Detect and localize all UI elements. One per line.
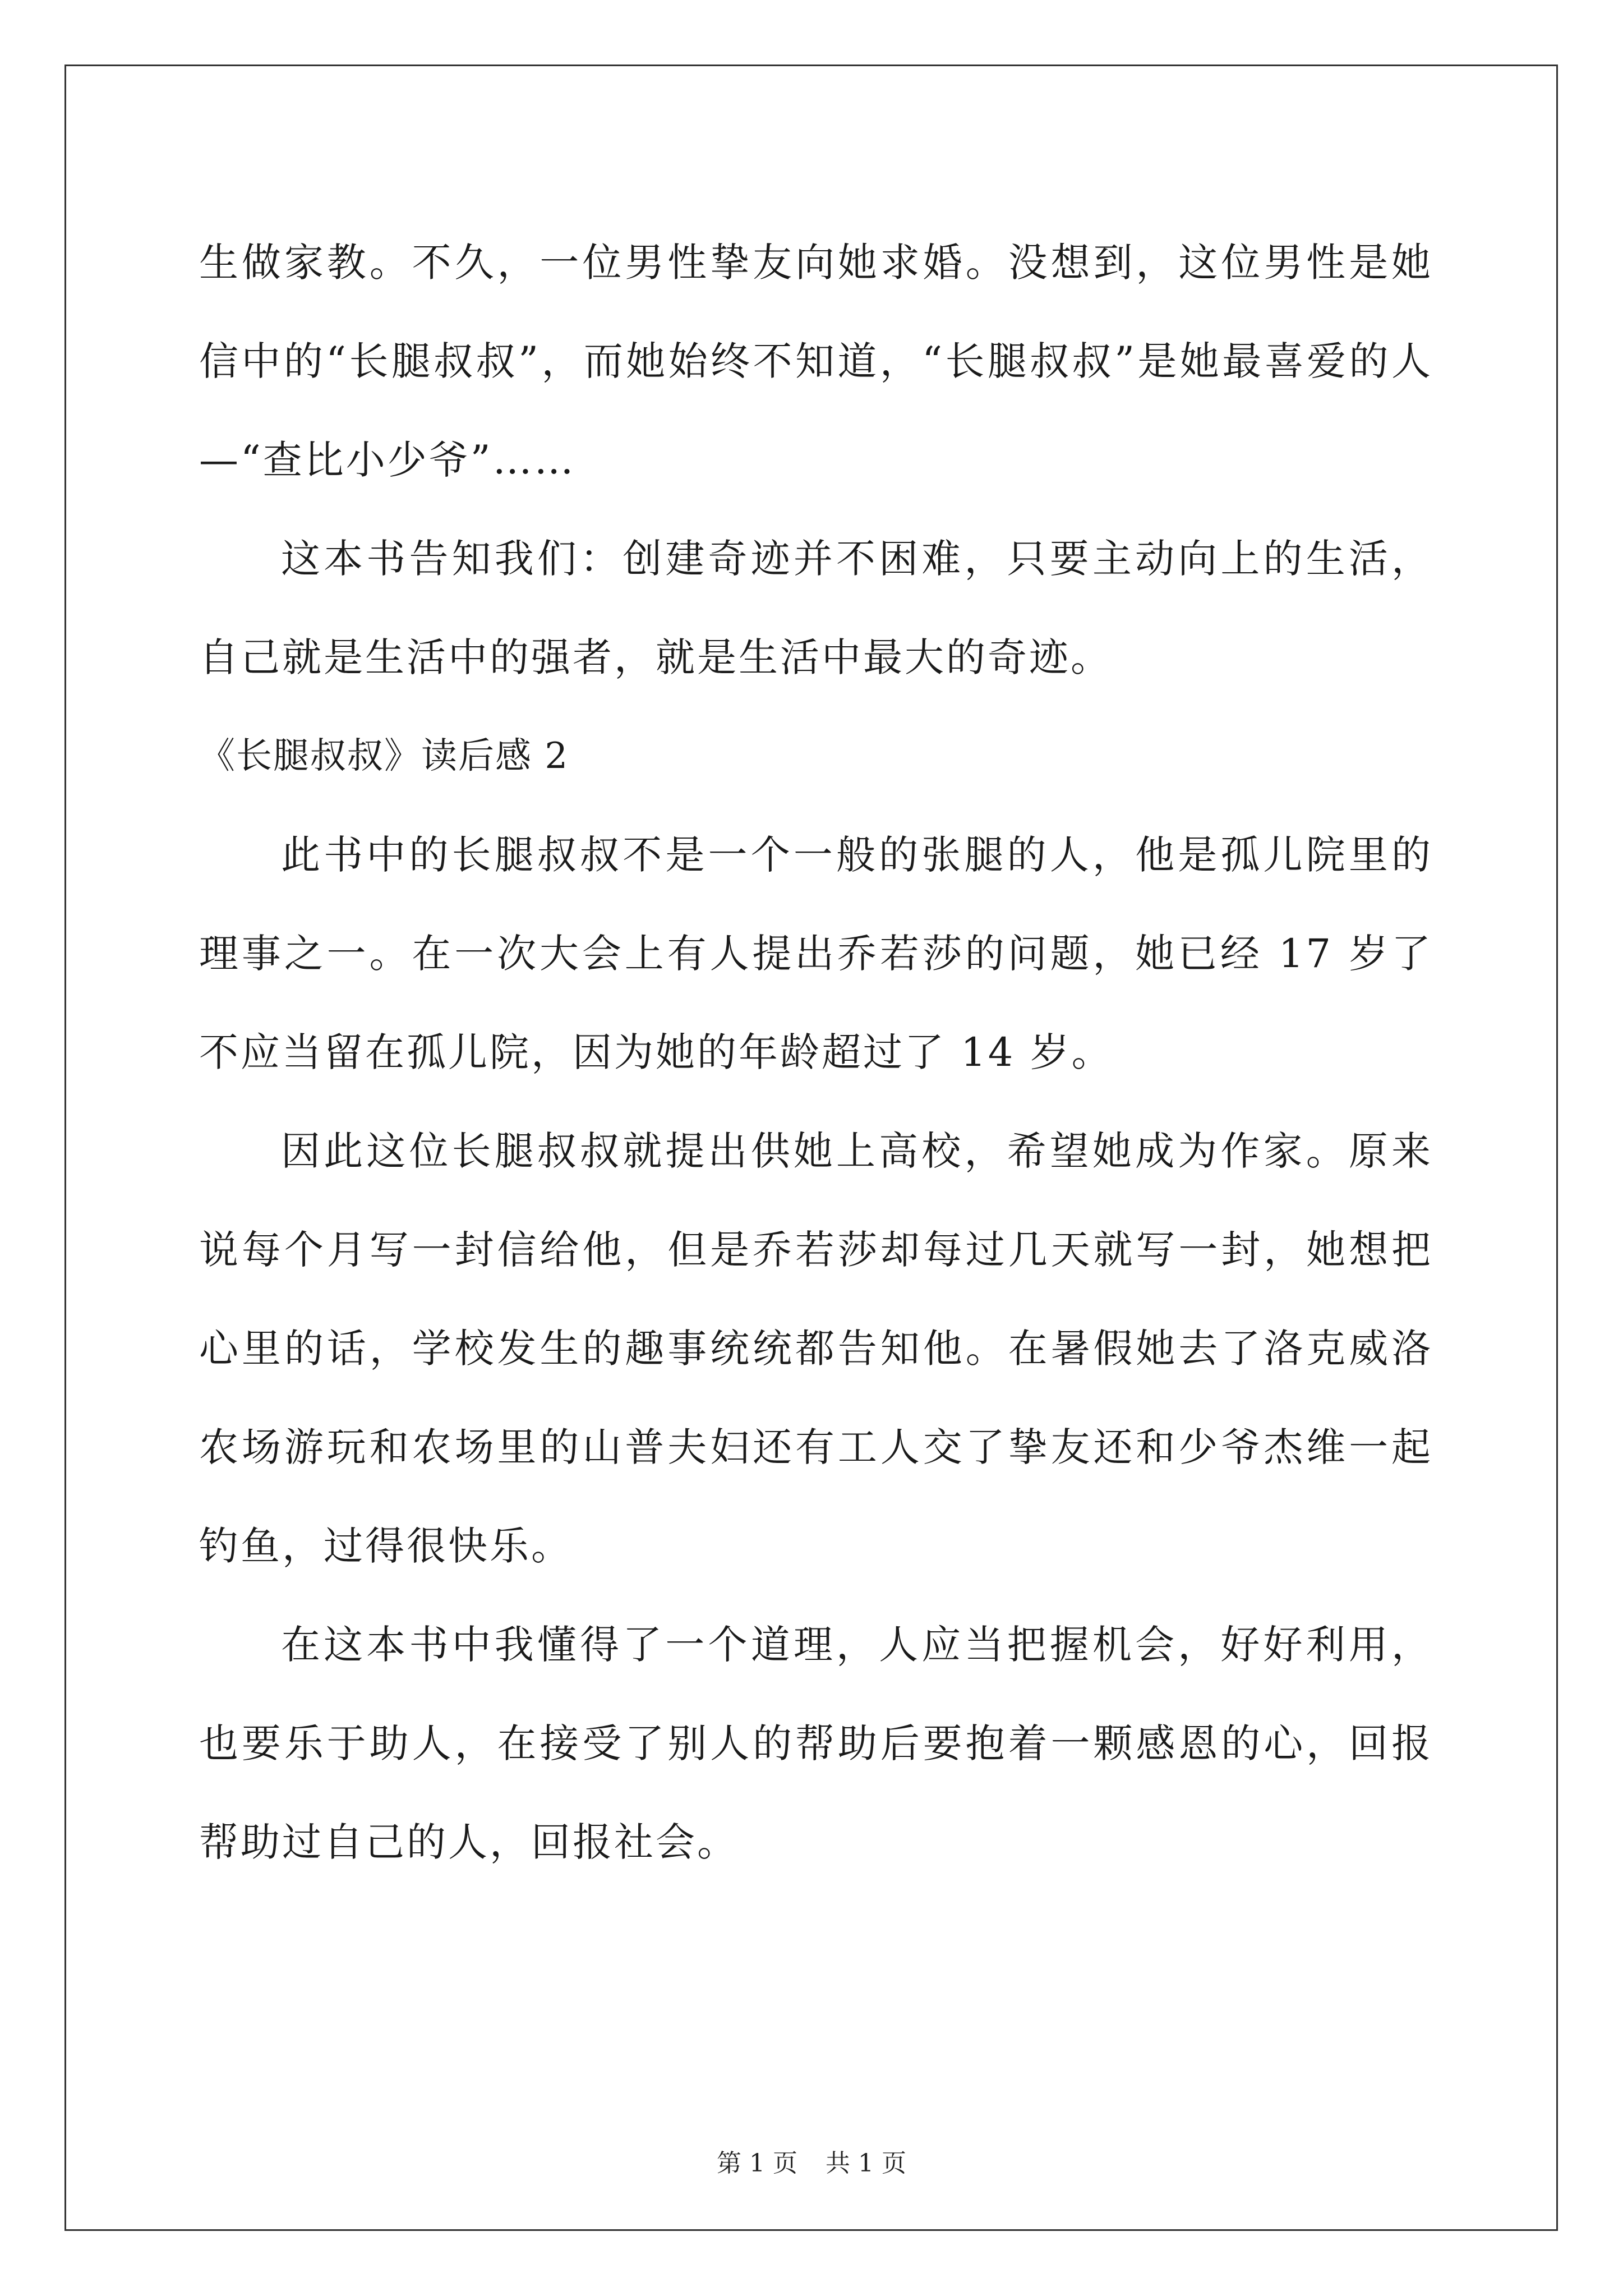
paragraph-continuation: 生做家教。不久，一位男性挚友向她求婚。没想到，这位男性是她信中的“长腿叔叔”，而她始终不知道，“长腿叔叔”是她最喜爱的人—“查比小少爷”…… <box>199 240 1433 483</box>
section-heading: 《长腿叔叔》读后感 2 <box>199 735 569 777</box>
paragraph-summary: 这本书告知我们：创建奇迹并不困难，只要主动向上的生活，自己就是生活中的强者，就是生活中最大的奇迹。 <box>199 536 1433 680</box>
paragraph-intro: 此书中的长腿叔叔不是一个一般的张腿的人，他是孤儿院里的理事之一。在一次大会上有人提出乔若莎的问题，她已经 17 岁了不应当留在孤儿院，因为她的年龄超过了 14 岁。 <box>199 832 1433 1075</box>
paragraph-story: 因此这位长腿叔叔就提出供她上高校，希望她成为作家。原来说每个月写一封信给他，但是乔若莎却每过几天就写一封，她想把心里的话，学校发生的趣事统统都告知他。在暑假她去了洛克威洛农场游玩和农场里的山普夫妇还有工人交了挚友还和少爷杰维一起钓鱼，过得很快乐。 <box>199 1128 1433 1569</box>
document-body <box>199 213 1433 1892</box>
page-total: 共 1 页 <box>826 2149 906 2178</box>
paragraph-lesson: 在这本书中我懂得了一个道理，人应当把握机会，好好利用，也要乐于助人，在接受了别人的帮助后要抱着一颗感恩的心，回报帮助过自己的人，回报社会。 <box>199 1622 1433 1865</box>
page-number: 第 1 页 <box>717 2149 797 2178</box>
page-footer <box>0 2143 1623 2179</box>
